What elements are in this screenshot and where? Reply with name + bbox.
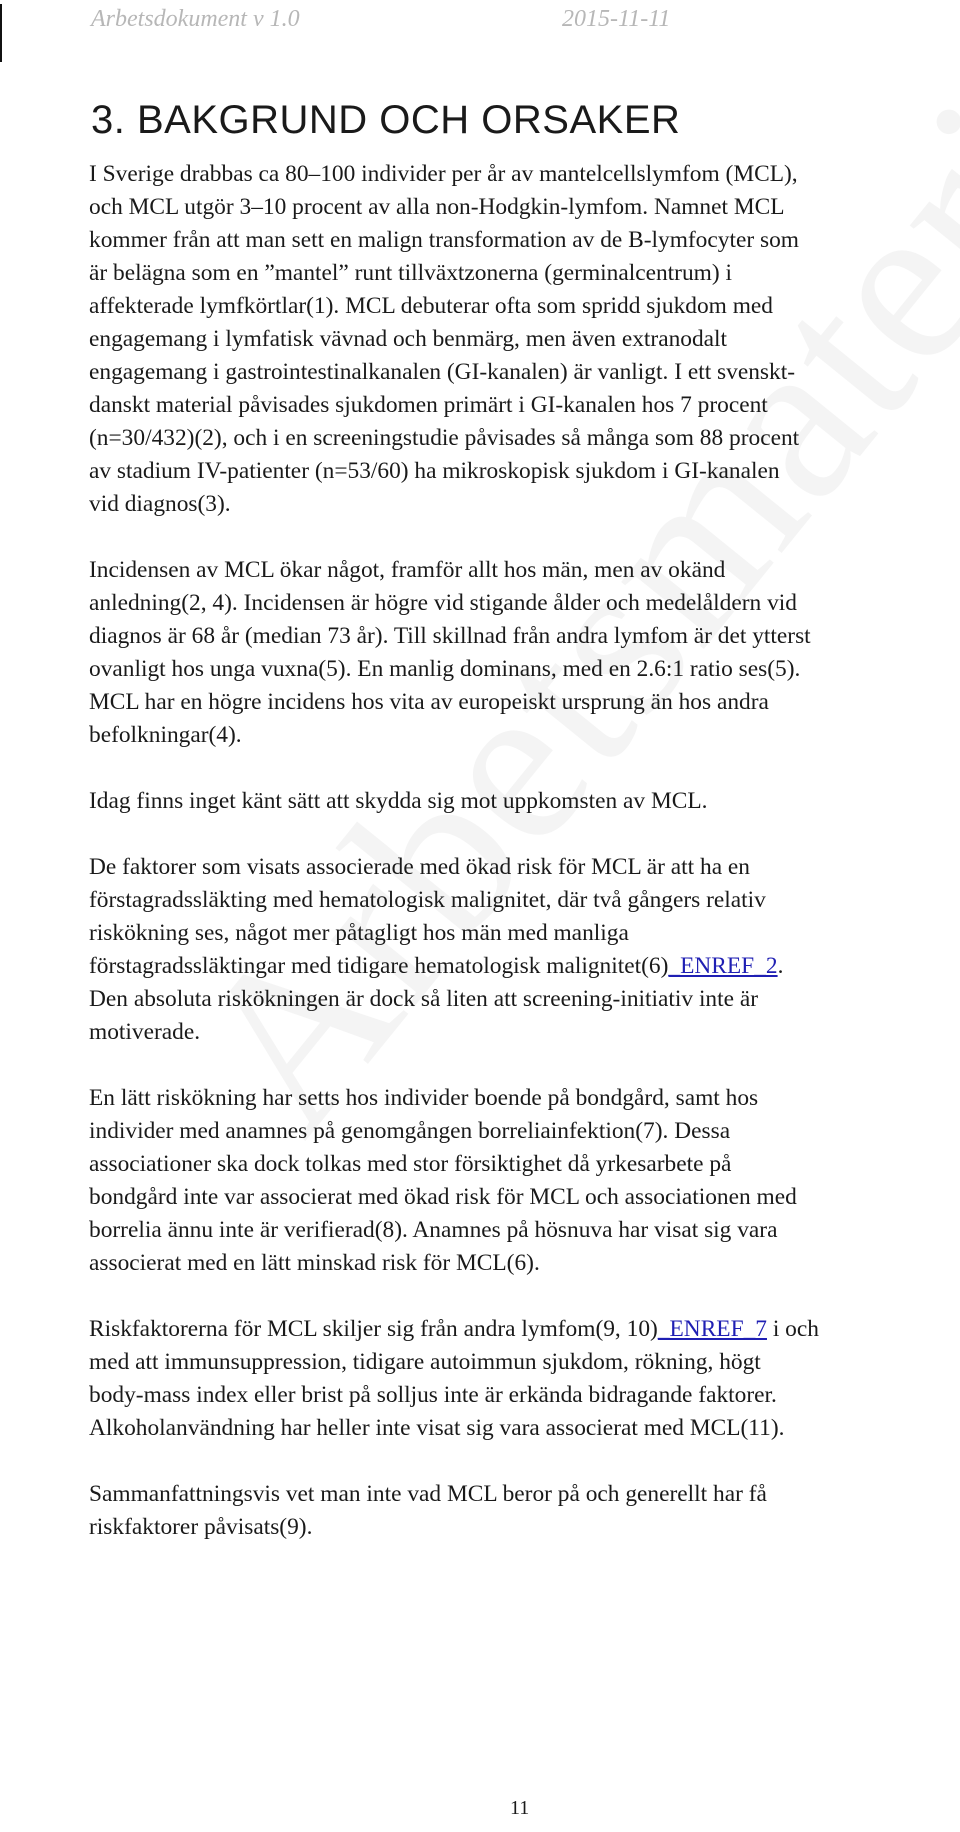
text-line: kommer från att man sett en malign transformation av de B-lymfocyter som [89, 227, 799, 253]
paragraph [89, 158, 959, 521]
revision-change-bar [0, 4, 2, 62]
text-line: engagemang i lymfatisk vävnad och benmärg, men även extranodalt [89, 326, 728, 352]
header-date: 2015-11-11 [562, 6, 671, 32]
text-line: motiverade. [89, 1019, 201, 1045]
text-line: Den absoluta riskökningen är dock så liten att screening-initiativ inte är [89, 986, 759, 1012]
paragraph [89, 851, 959, 1049]
text-segment: Riskfaktorerna för MCL skiljer sig från andra lymfom(9, 10) [89, 1316, 658, 1342]
text-line: med att immunsuppression, tidigare autoimmun sjukdom, rökning, högt [89, 1349, 761, 1375]
text-line: ovanligt hos unga vuxna(5). En manlig dominans, med en 2.6:1 ratio ses(5). [89, 656, 801, 682]
text-line: befolkningar(4). [89, 722, 242, 748]
text-line: vid diagnos(3). [89, 491, 231, 517]
section-body [89, 158, 959, 1577]
header-document-title: Arbetsdokument v 1.0 [91, 6, 300, 32]
text-line: anledning(2, 4). Incidensen är högre vid stigande ålder och medelåldern vid [89, 590, 797, 616]
text-line-with-link [89, 1313, 959, 1346]
paragraph [89, 785, 959, 818]
page-number: 11 [510, 1797, 530, 1819]
paragraph [89, 1478, 959, 1544]
text-line: I Sverige drabbas ca 80–100 individer per år av mantelcellslymfom (MCL), [89, 161, 798, 187]
text-line: riskökning ses, något mer påtagligt hos män med manliga [89, 920, 629, 946]
text-line: Idag finns inget känt sätt att skydda sig mot uppkomsten av MCL. [89, 788, 708, 814]
text-line: individer med anamnes på genomgången borreliainfektion(7). Dessa [89, 1118, 731, 1144]
text-line: Sammanfattningsvis vet man inte vad MCL beror på och generellt har få [89, 1481, 767, 1507]
text-line: Alkoholanvändning har heller inte visat sig vara associerat med MCL(11). [89, 1415, 785, 1441]
text-line: associerat med en lätt minskad risk för MCL(6). [89, 1250, 540, 1276]
text-line: bondgård inte var associerat med ökad risk för MCL och associationen med [89, 1184, 797, 1210]
text-line: body-mass index eller brist på solljus inte är erkända bidragande faktorer. [89, 1382, 777, 1408]
text-segment: . [777, 953, 784, 979]
text-segment: i och [766, 1316, 819, 1342]
text-line: förstagradssläkting med hematologisk malignitet, där två gångers relativ [89, 887, 766, 913]
paragraph [89, 1082, 959, 1280]
text-line: MCL har en högre incidens hos vita av europeiskt ursprung än hos andra [89, 689, 769, 715]
text-segment: förstagradssläktingar med tidigare hematologisk malignitet(6) [89, 953, 669, 979]
section-heading: 3. BAKGRUND OCH ORSAKER [91, 98, 681, 142]
text-line: riskfaktorer påvisats(9). [89, 1514, 313, 1540]
text-line: associationer ska dock tolkas med stor försiktighet då yrkesarbete på [89, 1151, 732, 1177]
text-line: är belägna som en ”mantel” runt tillväxtzonerna (germinalcentrum) i [89, 260, 732, 286]
text-line: En lätt riskökning har setts hos individer boende på bondgård, samt hos [89, 1085, 759, 1111]
text-line: danskt material påvisades sjukdomen primärt i GI-kanalen hos 7 procent [89, 392, 768, 418]
text-line: Incidensen av MCL ökar något, framför allt hos män, men av okänd [89, 557, 726, 583]
text-line: borrelia ännu inte är verifierad(8). Anamnes på hösnuva har visat sig vara [89, 1217, 778, 1243]
text-line: affekterade lymfkörtlar(1). MCL debuterar ofta som spridd sjukdom med [89, 293, 773, 319]
reference-link-enref-2[interactable]: _ENREF_2 [668, 953, 778, 979]
reference-link-enref-7[interactable]: _ENREF_7 [657, 1316, 767, 1342]
paragraph [89, 1313, 959, 1445]
text-line: De faktorer som visats associerade med ökad risk för MCL är att ha en [89, 854, 751, 880]
text-line: diagnos är 68 år (median 73 år). Till skillnad från andra lymfom är det ytterst [89, 623, 811, 649]
text-line: och MCL utgör 3–10 procent av alla non-Hodgkin-lymfom. Namnet MCL [89, 194, 785, 220]
text-line-with-link [89, 950, 959, 983]
text-line: (n=30/432)(2), och i en screeningstudie påvisades så många som 88 procent [89, 425, 800, 451]
paragraph [89, 554, 959, 752]
text-line: engagemang i gastrointestinalkanalen (GI-kanalen) är vanligt. I ett svenskt- [89, 359, 796, 385]
text-line: av stadium IV-patienter (n=53/60) ha mikroskopisk sjukdom i GI-kanalen [89, 458, 780, 484]
